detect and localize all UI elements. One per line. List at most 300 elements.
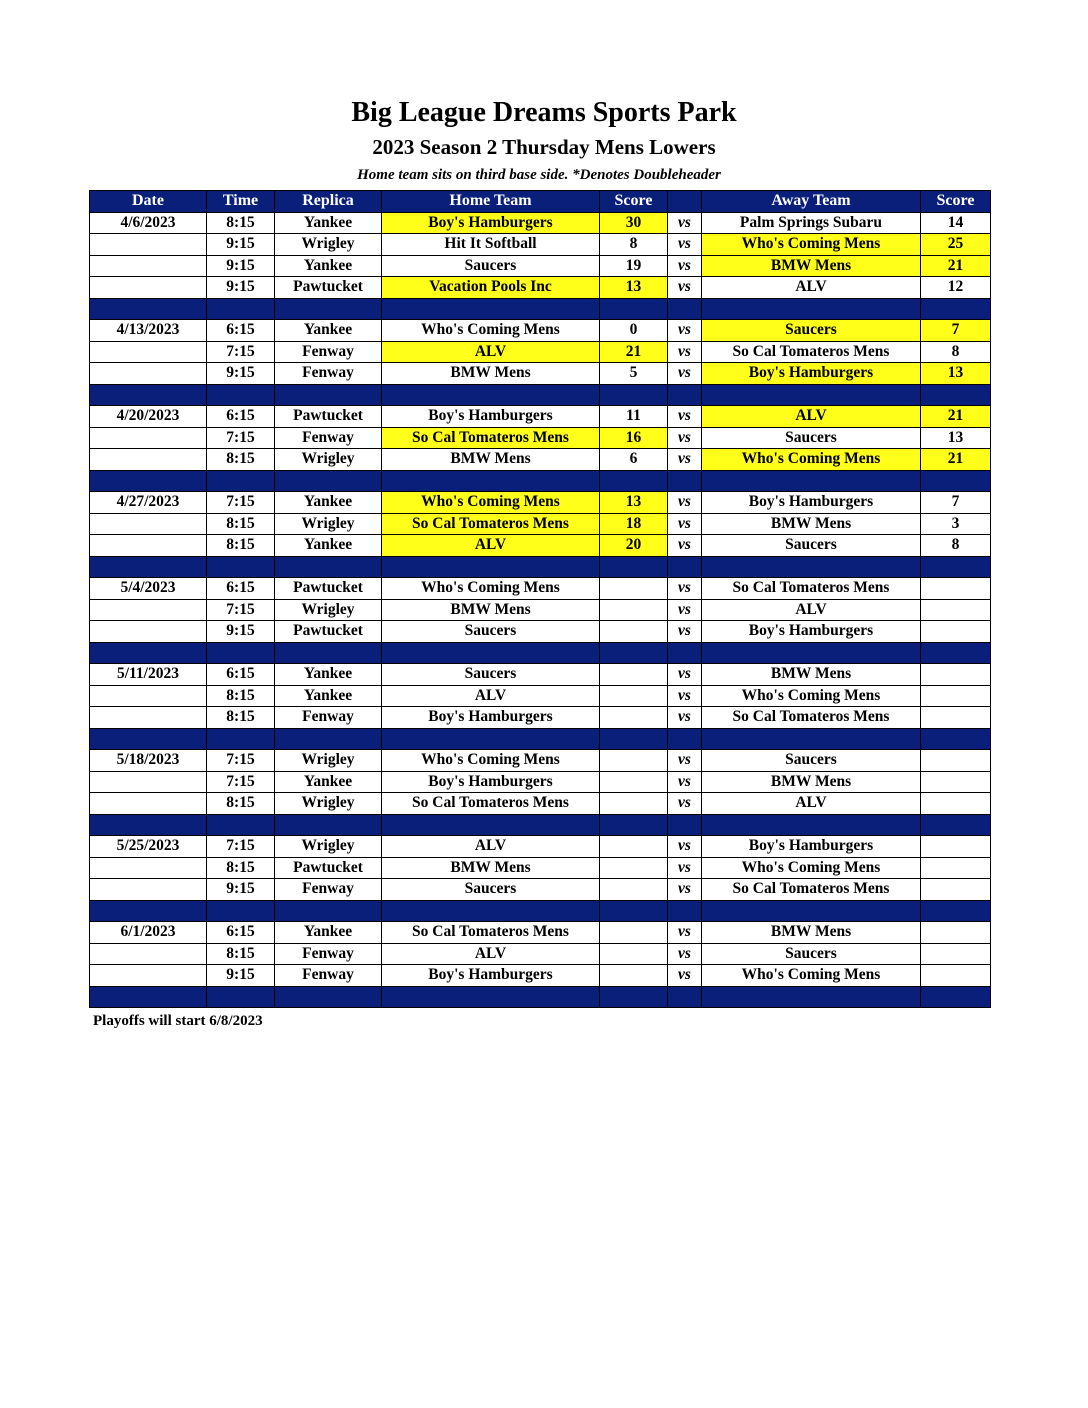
separator-cell bbox=[207, 814, 275, 836]
vs-label: vs bbox=[668, 793, 702, 815]
separator-cell bbox=[600, 900, 668, 922]
away-score bbox=[921, 685, 991, 707]
home-score bbox=[600, 599, 668, 621]
home-team: BMW Mens bbox=[382, 363, 600, 385]
home-team: Boy's Hamburgers bbox=[382, 212, 600, 234]
game-date bbox=[90, 879, 207, 901]
vs-label: vs bbox=[668, 664, 702, 686]
separator-cell bbox=[600, 556, 668, 578]
separator-cell bbox=[702, 298, 921, 320]
separator-cell bbox=[275, 900, 382, 922]
home-team: Saucers bbox=[382, 255, 600, 277]
game-time: 7:15 bbox=[207, 836, 275, 858]
separator-cell bbox=[600, 642, 668, 664]
vs-label: vs bbox=[668, 449, 702, 471]
separator-cell bbox=[382, 298, 600, 320]
game-replica: Wrigley bbox=[275, 793, 382, 815]
game-time: 9:15 bbox=[207, 879, 275, 901]
away-team: ALV bbox=[702, 277, 921, 299]
home-team: ALV bbox=[382, 836, 600, 858]
away-score bbox=[921, 965, 991, 987]
home-team: Who's Coming Mens bbox=[382, 578, 600, 600]
away-team: Saucers bbox=[702, 427, 921, 449]
game-date: 4/13/2023 bbox=[90, 320, 207, 342]
separator-cell bbox=[382, 900, 600, 922]
game-time: 8:15 bbox=[207, 943, 275, 965]
game-replica: Fenway bbox=[275, 879, 382, 901]
away-team: Who's Coming Mens bbox=[702, 965, 921, 987]
home-team: Boy's Hamburgers bbox=[382, 965, 600, 987]
away-score: 7 bbox=[921, 492, 991, 514]
game-time: 9:15 bbox=[207, 621, 275, 643]
away-score: 21 bbox=[921, 255, 991, 277]
separator-cell bbox=[207, 298, 275, 320]
separator-cell bbox=[921, 384, 991, 406]
home-team: BMW Mens bbox=[382, 449, 600, 471]
separator-cell bbox=[702, 900, 921, 922]
game-date: 6/1/2023 bbox=[90, 922, 207, 944]
separator-cell bbox=[90, 986, 207, 1008]
home-team: ALV bbox=[382, 943, 600, 965]
game-replica: Wrigley bbox=[275, 234, 382, 256]
away-team: So Cal Tomateros Mens bbox=[702, 707, 921, 729]
home-score bbox=[600, 836, 668, 858]
vs-label: vs bbox=[668, 406, 702, 428]
separator-cell bbox=[90, 556, 207, 578]
vs-label: vs bbox=[668, 599, 702, 621]
separator-cell bbox=[702, 814, 921, 836]
away-team: Saucers bbox=[702, 750, 921, 772]
schedule-note: Home team sits on third base side. *Denotes Doubleheader bbox=[357, 167, 721, 183]
game-replica: Pawtucket bbox=[275, 578, 382, 600]
game-date bbox=[90, 599, 207, 621]
week-separator-row bbox=[90, 556, 991, 578]
away-team: Who's Coming Mens bbox=[702, 234, 921, 256]
separator-cell bbox=[600, 470, 668, 492]
separator-cell bbox=[207, 642, 275, 664]
table-row bbox=[90, 943, 991, 965]
home-score bbox=[600, 707, 668, 729]
away-team: So Cal Tomateros Mens bbox=[702, 879, 921, 901]
game-date bbox=[90, 513, 207, 535]
home-team: BMW Mens bbox=[382, 599, 600, 621]
schedule-table bbox=[89, 190, 991, 1008]
separator-cell bbox=[702, 470, 921, 492]
vs-label: vs bbox=[668, 341, 702, 363]
week-separator-row bbox=[90, 470, 991, 492]
game-date bbox=[90, 943, 207, 965]
page-title: Big League Dreams Sports Park bbox=[351, 97, 737, 128]
game-time: 7:15 bbox=[207, 341, 275, 363]
home-team: Boy's Hamburgers bbox=[382, 406, 600, 428]
home-team: ALV bbox=[382, 535, 600, 557]
game-time: 7:15 bbox=[207, 492, 275, 514]
separator-cell bbox=[275, 470, 382, 492]
table-header-row bbox=[90, 191, 991, 213]
separator-cell bbox=[702, 556, 921, 578]
page-subtitle: 2023 Season 2 Thursday Mens Lowers bbox=[372, 135, 716, 159]
away-score: 25 bbox=[921, 234, 991, 256]
table-row bbox=[90, 599, 991, 621]
table-row bbox=[90, 857, 991, 879]
home-team: Saucers bbox=[382, 879, 600, 901]
col-header-vs bbox=[668, 191, 702, 213]
separator-cell bbox=[921, 642, 991, 664]
game-date bbox=[90, 793, 207, 815]
separator-cell bbox=[275, 298, 382, 320]
home-score: 5 bbox=[600, 363, 668, 385]
home-team: BMW Mens bbox=[382, 857, 600, 879]
game-replica: Wrigley bbox=[275, 750, 382, 772]
separator-cell bbox=[600, 986, 668, 1008]
game-time: 9:15 bbox=[207, 965, 275, 987]
away-team: Palm Springs Subaru bbox=[702, 212, 921, 234]
home-team: Saucers bbox=[382, 664, 600, 686]
game-time: 7:15 bbox=[207, 771, 275, 793]
away-team: Saucers bbox=[702, 320, 921, 342]
separator-cell bbox=[668, 298, 702, 320]
separator-cell bbox=[90, 728, 207, 750]
table-row bbox=[90, 621, 991, 643]
home-score bbox=[600, 793, 668, 815]
separator-cell bbox=[382, 556, 600, 578]
game-replica: Yankee bbox=[275, 320, 382, 342]
game-replica: Wrigley bbox=[275, 513, 382, 535]
away-team: Who's Coming Mens bbox=[702, 685, 921, 707]
game-replica: Wrigley bbox=[275, 836, 382, 858]
separator-cell bbox=[382, 986, 600, 1008]
game-time: 7:15 bbox=[207, 427, 275, 449]
vs-label: vs bbox=[668, 771, 702, 793]
separator-cell bbox=[668, 986, 702, 1008]
game-replica: Yankee bbox=[275, 922, 382, 944]
game-time: 6:15 bbox=[207, 664, 275, 686]
separator-cell bbox=[207, 384, 275, 406]
separator-cell bbox=[600, 298, 668, 320]
game-time: 6:15 bbox=[207, 578, 275, 600]
away-team: BMW Mens bbox=[702, 255, 921, 277]
vs-label: vs bbox=[668, 750, 702, 772]
separator-cell bbox=[668, 900, 702, 922]
home-score bbox=[600, 922, 668, 944]
home-team: ALV bbox=[382, 341, 600, 363]
game-replica: Pawtucket bbox=[275, 621, 382, 643]
game-replica: Pawtucket bbox=[275, 277, 382, 299]
separator-cell bbox=[382, 470, 600, 492]
home-team: So Cal Tomateros Mens bbox=[382, 427, 600, 449]
game-replica: Wrigley bbox=[275, 599, 382, 621]
table-row bbox=[90, 922, 991, 944]
away-score: 12 bbox=[921, 277, 991, 299]
away-score: 3 bbox=[921, 513, 991, 535]
game-replica: Yankee bbox=[275, 492, 382, 514]
away-score bbox=[921, 578, 991, 600]
game-replica: Pawtucket bbox=[275, 857, 382, 879]
vs-label: vs bbox=[668, 277, 702, 299]
vs-label: vs bbox=[668, 234, 702, 256]
table-row bbox=[90, 793, 991, 815]
vs-label: vs bbox=[668, 255, 702, 277]
week-separator-row bbox=[90, 986, 991, 1008]
game-date bbox=[90, 707, 207, 729]
away-score bbox=[921, 836, 991, 858]
playoffs-note: Playoffs will start 6/8/2023 bbox=[93, 1013, 263, 1029]
table-row bbox=[90, 750, 991, 772]
table-row bbox=[90, 578, 991, 600]
table-row bbox=[90, 406, 991, 428]
home-score bbox=[600, 578, 668, 600]
game-date bbox=[90, 621, 207, 643]
separator-cell bbox=[275, 556, 382, 578]
game-date bbox=[90, 234, 207, 256]
separator-cell bbox=[207, 470, 275, 492]
away-score bbox=[921, 750, 991, 772]
vs-label: vs bbox=[668, 836, 702, 858]
home-team: Saucers bbox=[382, 621, 600, 643]
vs-label: vs bbox=[668, 427, 702, 449]
game-time: 8:15 bbox=[207, 857, 275, 879]
separator-cell bbox=[668, 556, 702, 578]
separator-cell bbox=[702, 642, 921, 664]
home-team: Who's Coming Mens bbox=[382, 750, 600, 772]
home-score bbox=[600, 943, 668, 965]
vs-label: vs bbox=[668, 965, 702, 987]
table-row bbox=[90, 836, 991, 858]
table-row bbox=[90, 879, 991, 901]
game-date: 4/6/2023 bbox=[90, 212, 207, 234]
separator-cell bbox=[921, 556, 991, 578]
home-team: Who's Coming Mens bbox=[382, 320, 600, 342]
game-date: 5/25/2023 bbox=[90, 836, 207, 858]
separator-cell bbox=[702, 986, 921, 1008]
separator-cell bbox=[702, 384, 921, 406]
vs-label: vs bbox=[668, 879, 702, 901]
table-row bbox=[90, 664, 991, 686]
separator-cell bbox=[600, 728, 668, 750]
away-score: 14 bbox=[921, 212, 991, 234]
separator-cell bbox=[921, 814, 991, 836]
away-team: ALV bbox=[702, 793, 921, 815]
game-date bbox=[90, 277, 207, 299]
game-replica: Fenway bbox=[275, 341, 382, 363]
away-team: So Cal Tomateros Mens bbox=[702, 578, 921, 600]
game-replica: Fenway bbox=[275, 363, 382, 385]
home-score: 16 bbox=[600, 427, 668, 449]
game-date bbox=[90, 341, 207, 363]
separator-cell bbox=[921, 470, 991, 492]
away-score bbox=[921, 771, 991, 793]
table-row bbox=[90, 427, 991, 449]
vs-label: vs bbox=[668, 320, 702, 342]
away-team: BMW Mens bbox=[702, 771, 921, 793]
game-replica: Pawtucket bbox=[275, 406, 382, 428]
vs-label: vs bbox=[668, 492, 702, 514]
game-date: 4/20/2023 bbox=[90, 406, 207, 428]
separator-cell bbox=[600, 814, 668, 836]
separator-cell bbox=[90, 384, 207, 406]
separator-cell bbox=[90, 814, 207, 836]
home-team: So Cal Tomateros Mens bbox=[382, 793, 600, 815]
game-time: 8:15 bbox=[207, 685, 275, 707]
vs-label: vs bbox=[668, 535, 702, 557]
away-score bbox=[921, 857, 991, 879]
vs-label: vs bbox=[668, 922, 702, 944]
separator-cell bbox=[382, 384, 600, 406]
game-time: 8:15 bbox=[207, 212, 275, 234]
table-row bbox=[90, 513, 991, 535]
game-date: 5/4/2023 bbox=[90, 578, 207, 600]
separator-cell bbox=[207, 556, 275, 578]
game-time: 9:15 bbox=[207, 363, 275, 385]
game-date bbox=[90, 363, 207, 385]
away-team: ALV bbox=[702, 406, 921, 428]
away-score: 21 bbox=[921, 406, 991, 428]
col-header-away-score: Score bbox=[921, 191, 991, 213]
separator-cell bbox=[668, 384, 702, 406]
away-score bbox=[921, 922, 991, 944]
separator-cell bbox=[668, 814, 702, 836]
away-score: 21 bbox=[921, 449, 991, 471]
week-separator-row bbox=[90, 728, 991, 750]
game-date bbox=[90, 771, 207, 793]
home-team: Vacation Pools Inc bbox=[382, 277, 600, 299]
away-team: Boy's Hamburgers bbox=[702, 621, 921, 643]
home-score: 8 bbox=[600, 234, 668, 256]
away-score bbox=[921, 943, 991, 965]
table-row bbox=[90, 535, 991, 557]
home-team: ALV bbox=[382, 685, 600, 707]
game-date: 5/11/2023 bbox=[90, 664, 207, 686]
separator-cell bbox=[275, 384, 382, 406]
game-date bbox=[90, 427, 207, 449]
away-score bbox=[921, 664, 991, 686]
separator-cell bbox=[207, 728, 275, 750]
game-date bbox=[90, 965, 207, 987]
table-row bbox=[90, 255, 991, 277]
separator-cell bbox=[90, 900, 207, 922]
game-replica: Yankee bbox=[275, 771, 382, 793]
game-date: 5/18/2023 bbox=[90, 750, 207, 772]
table-row bbox=[90, 771, 991, 793]
home-score: 0 bbox=[600, 320, 668, 342]
vs-label: vs bbox=[668, 212, 702, 234]
col-header-away-team: Away Team bbox=[702, 191, 921, 213]
table-row bbox=[90, 320, 991, 342]
game-date bbox=[90, 685, 207, 707]
game-date bbox=[90, 449, 207, 471]
separator-cell bbox=[668, 728, 702, 750]
game-replica: Wrigley bbox=[275, 449, 382, 471]
home-score: 6 bbox=[600, 449, 668, 471]
table-row bbox=[90, 492, 991, 514]
game-time: 6:15 bbox=[207, 922, 275, 944]
away-team: Saucers bbox=[702, 535, 921, 557]
separator-cell bbox=[702, 728, 921, 750]
game-replica: Fenway bbox=[275, 707, 382, 729]
game-time: 7:15 bbox=[207, 599, 275, 621]
vs-label: vs bbox=[668, 513, 702, 535]
game-time: 8:15 bbox=[207, 793, 275, 815]
table-row bbox=[90, 363, 991, 385]
away-team: BMW Mens bbox=[702, 922, 921, 944]
game-replica: Fenway bbox=[275, 965, 382, 987]
separator-cell bbox=[275, 986, 382, 1008]
game-date: 4/27/2023 bbox=[90, 492, 207, 514]
game-date bbox=[90, 255, 207, 277]
away-score: 7 bbox=[921, 320, 991, 342]
home-team: So Cal Tomateros Mens bbox=[382, 922, 600, 944]
separator-cell bbox=[600, 384, 668, 406]
separator-cell bbox=[207, 900, 275, 922]
home-score bbox=[600, 664, 668, 686]
away-score bbox=[921, 621, 991, 643]
table-row bbox=[90, 449, 991, 471]
away-team: Saucers bbox=[702, 943, 921, 965]
separator-cell bbox=[90, 470, 207, 492]
vs-label: vs bbox=[668, 857, 702, 879]
home-score: 13 bbox=[600, 277, 668, 299]
home-score bbox=[600, 750, 668, 772]
away-team: Boy's Hamburgers bbox=[702, 492, 921, 514]
game-replica: Yankee bbox=[275, 664, 382, 686]
game-replica: Yankee bbox=[275, 535, 382, 557]
week-separator-row bbox=[90, 384, 991, 406]
separator-cell bbox=[207, 986, 275, 1008]
home-score: 30 bbox=[600, 212, 668, 234]
away-score: 8 bbox=[921, 341, 991, 363]
away-score: 13 bbox=[921, 427, 991, 449]
home-score bbox=[600, 857, 668, 879]
game-time: 9:15 bbox=[207, 234, 275, 256]
home-score: 19 bbox=[600, 255, 668, 277]
away-team: Boy's Hamburgers bbox=[702, 363, 921, 385]
away-team: Boy's Hamburgers bbox=[702, 836, 921, 858]
home-team: Boy's Hamburgers bbox=[382, 771, 600, 793]
table-row bbox=[90, 685, 991, 707]
away-score bbox=[921, 707, 991, 729]
home-score bbox=[600, 965, 668, 987]
separator-cell bbox=[382, 814, 600, 836]
separator-cell bbox=[90, 298, 207, 320]
vs-label: vs bbox=[668, 363, 702, 385]
away-team: BMW Mens bbox=[702, 513, 921, 535]
game-replica: Yankee bbox=[275, 212, 382, 234]
table-row bbox=[90, 212, 991, 234]
separator-cell bbox=[921, 986, 991, 1008]
separator-cell bbox=[382, 728, 600, 750]
game-time: 6:15 bbox=[207, 406, 275, 428]
week-separator-row bbox=[90, 900, 991, 922]
col-header-home-team: Home Team bbox=[382, 191, 600, 213]
home-score bbox=[600, 771, 668, 793]
game-time: 8:15 bbox=[207, 513, 275, 535]
game-time: 9:15 bbox=[207, 255, 275, 277]
table-row bbox=[90, 965, 991, 987]
away-team: ALV bbox=[702, 599, 921, 621]
game-time: 8:15 bbox=[207, 707, 275, 729]
separator-cell bbox=[275, 728, 382, 750]
away-team: Who's Coming Mens bbox=[702, 449, 921, 471]
away-team: BMW Mens bbox=[702, 664, 921, 686]
separator-cell bbox=[382, 642, 600, 664]
game-replica: Yankee bbox=[275, 685, 382, 707]
schedule-body bbox=[90, 212, 991, 1008]
game-time: 8:15 bbox=[207, 449, 275, 471]
col-header-date: Date bbox=[90, 191, 207, 213]
game-time: 6:15 bbox=[207, 320, 275, 342]
separator-cell bbox=[921, 900, 991, 922]
home-team: So Cal Tomateros Mens bbox=[382, 513, 600, 535]
